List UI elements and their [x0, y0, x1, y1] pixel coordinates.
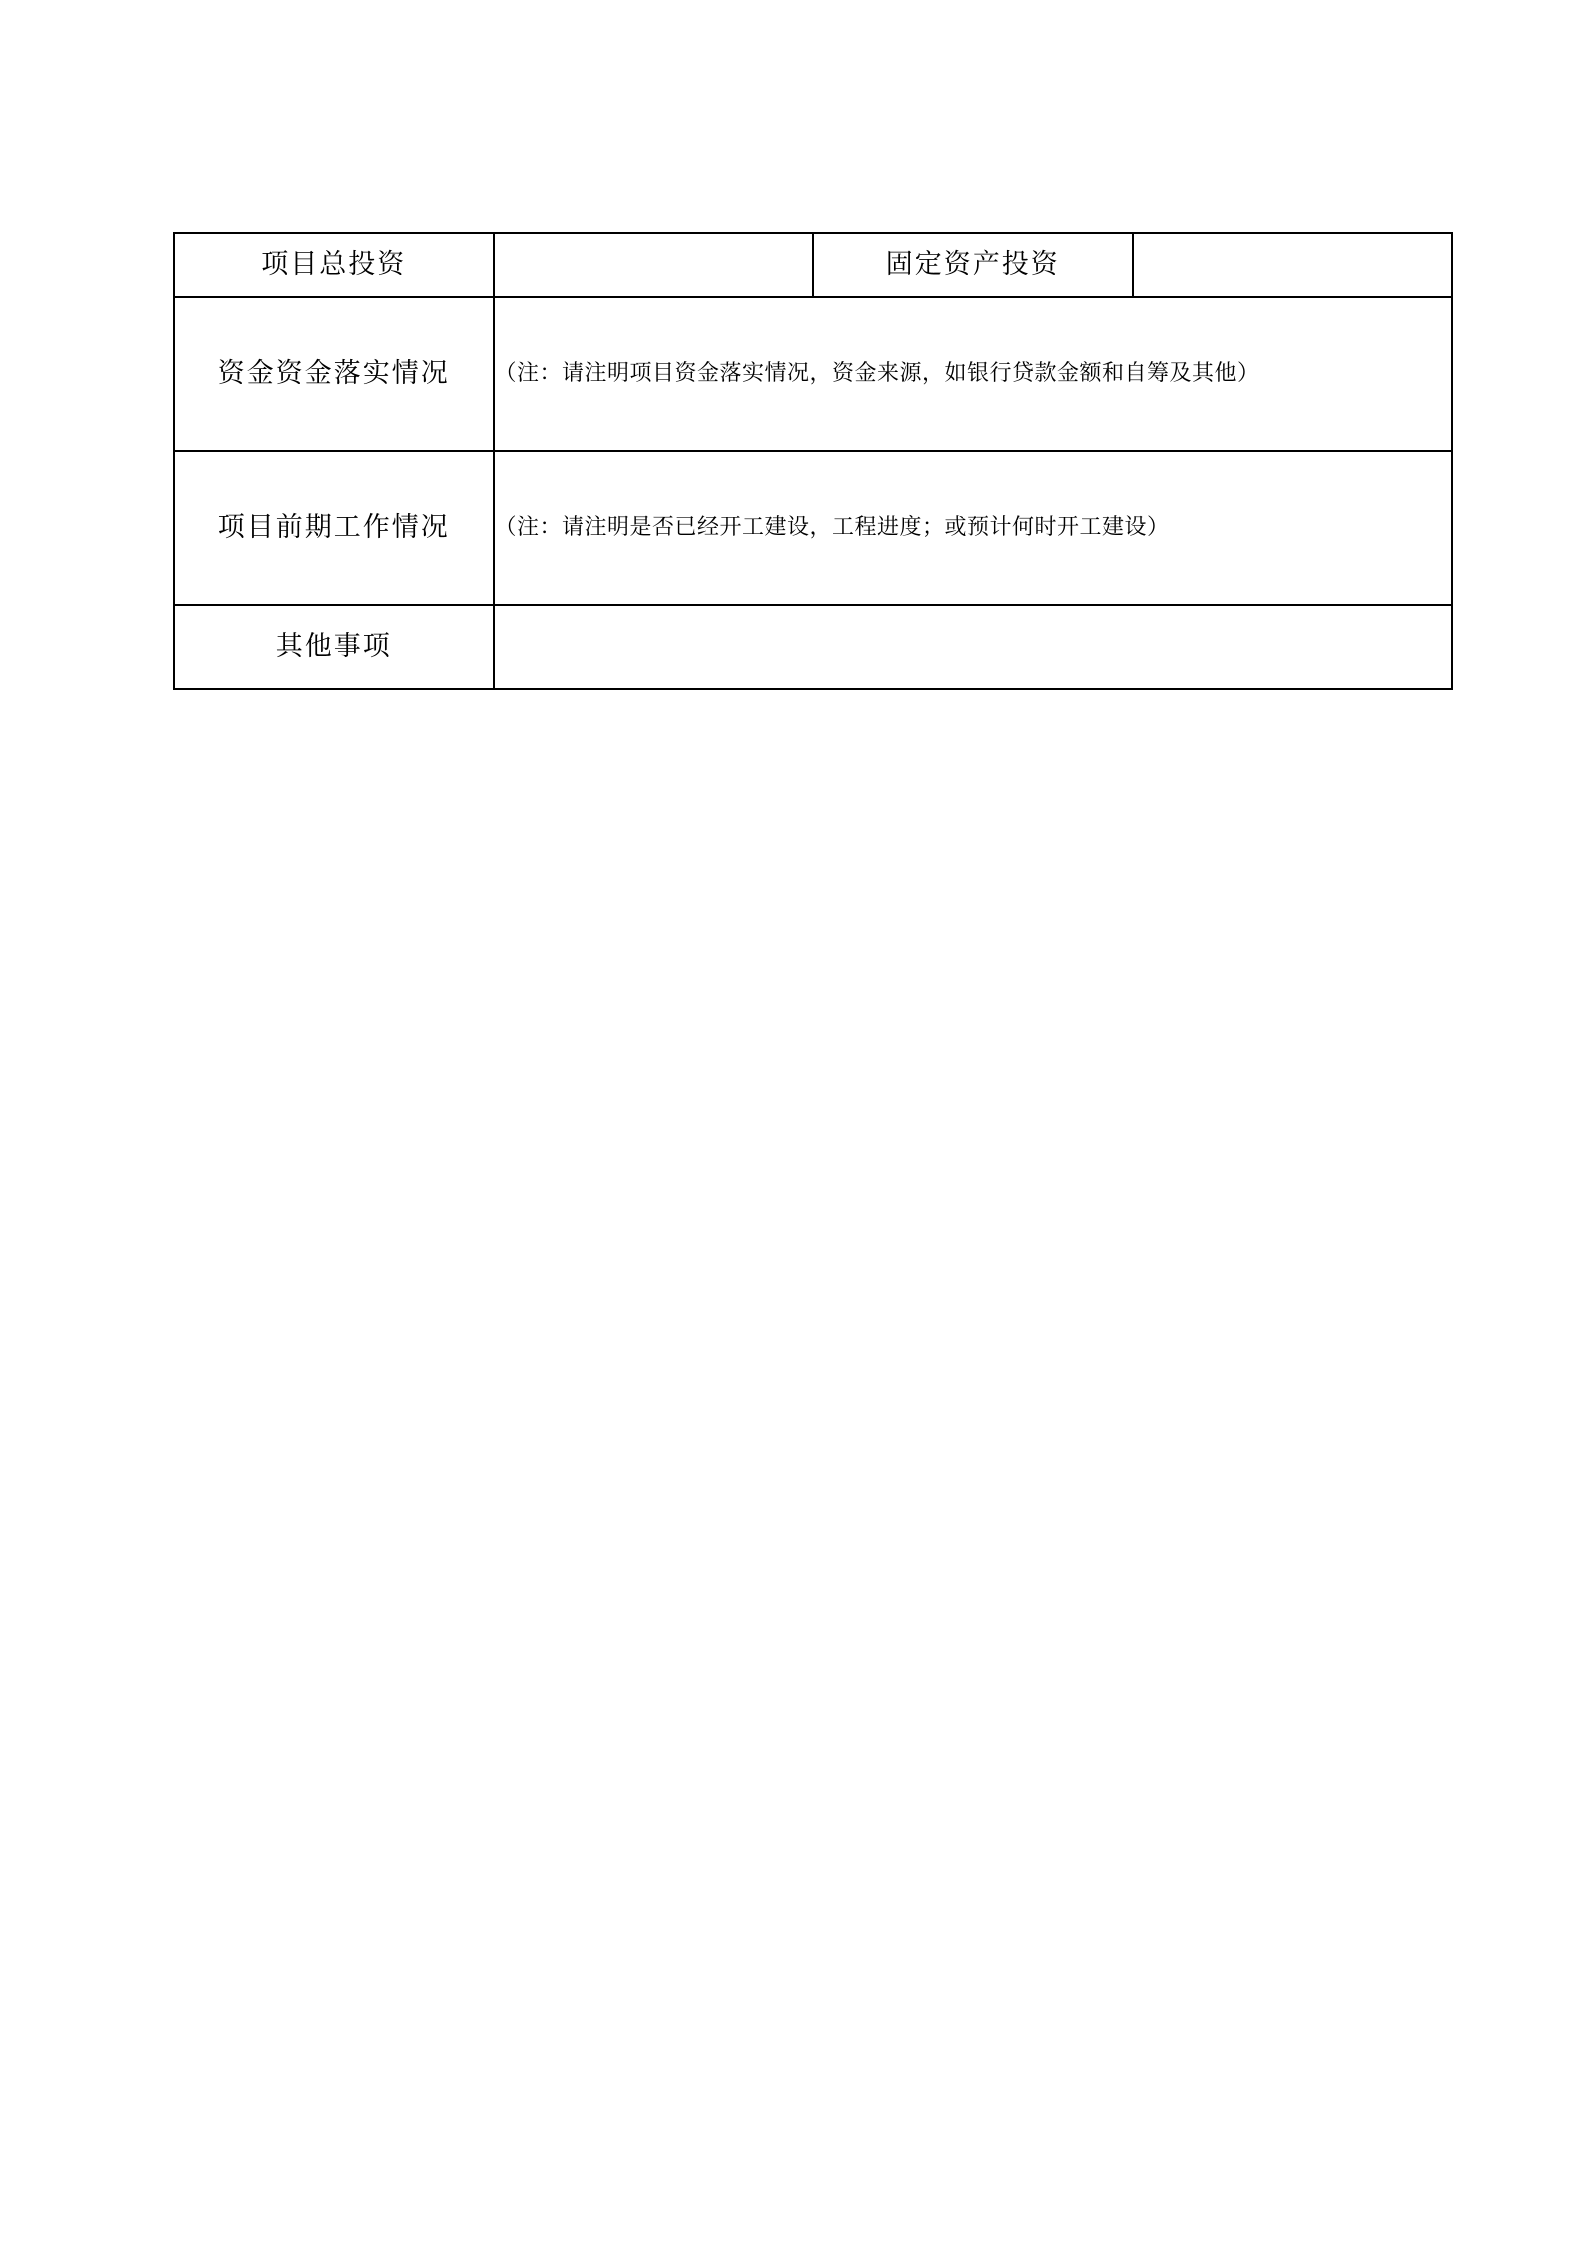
value-other-matters[interactable]	[494, 605, 1453, 689]
label-other-matters-text: 其他事项	[275, 631, 392, 663]
table-row	[174, 297, 1452, 451]
label-preliminary-work	[174, 451, 494, 605]
table-row	[174, 605, 1452, 689]
value-fixed-asset-investment[interactable]	[1133, 233, 1453, 297]
label-preliminary-work-text: 项目前期工作情况	[217, 512, 450, 544]
label-fixed-asset-investment-text: 固定资产投资	[885, 249, 1060, 281]
label-total-investment-text: 项目总投资	[261, 249, 407, 281]
note-funding-status[interactable]	[494, 297, 1453, 451]
label-funding-status	[174, 297, 494, 451]
label-other-matters	[174, 605, 494, 689]
label-funding-status-text: 资金资金落实情况	[217, 358, 450, 390]
value-total-investment[interactable]	[494, 233, 814, 297]
project-investment-table	[173, 232, 1453, 690]
note-funding-status-text: （注：请注明项目资金落实情况，资金来源，如银行贷款金额和自筹及其他）	[494, 360, 1260, 386]
table-row	[174, 451, 1452, 605]
label-total-investment	[174, 233, 494, 297]
note-preliminary-work-text: （注：请注明是否已经开工建设，工程进度；或预计何时开工建设）	[494, 514, 1170, 540]
note-preliminary-work[interactable]	[494, 451, 1453, 605]
table-row	[174, 233, 1452, 297]
label-fixed-asset-investment	[813, 233, 1133, 297]
